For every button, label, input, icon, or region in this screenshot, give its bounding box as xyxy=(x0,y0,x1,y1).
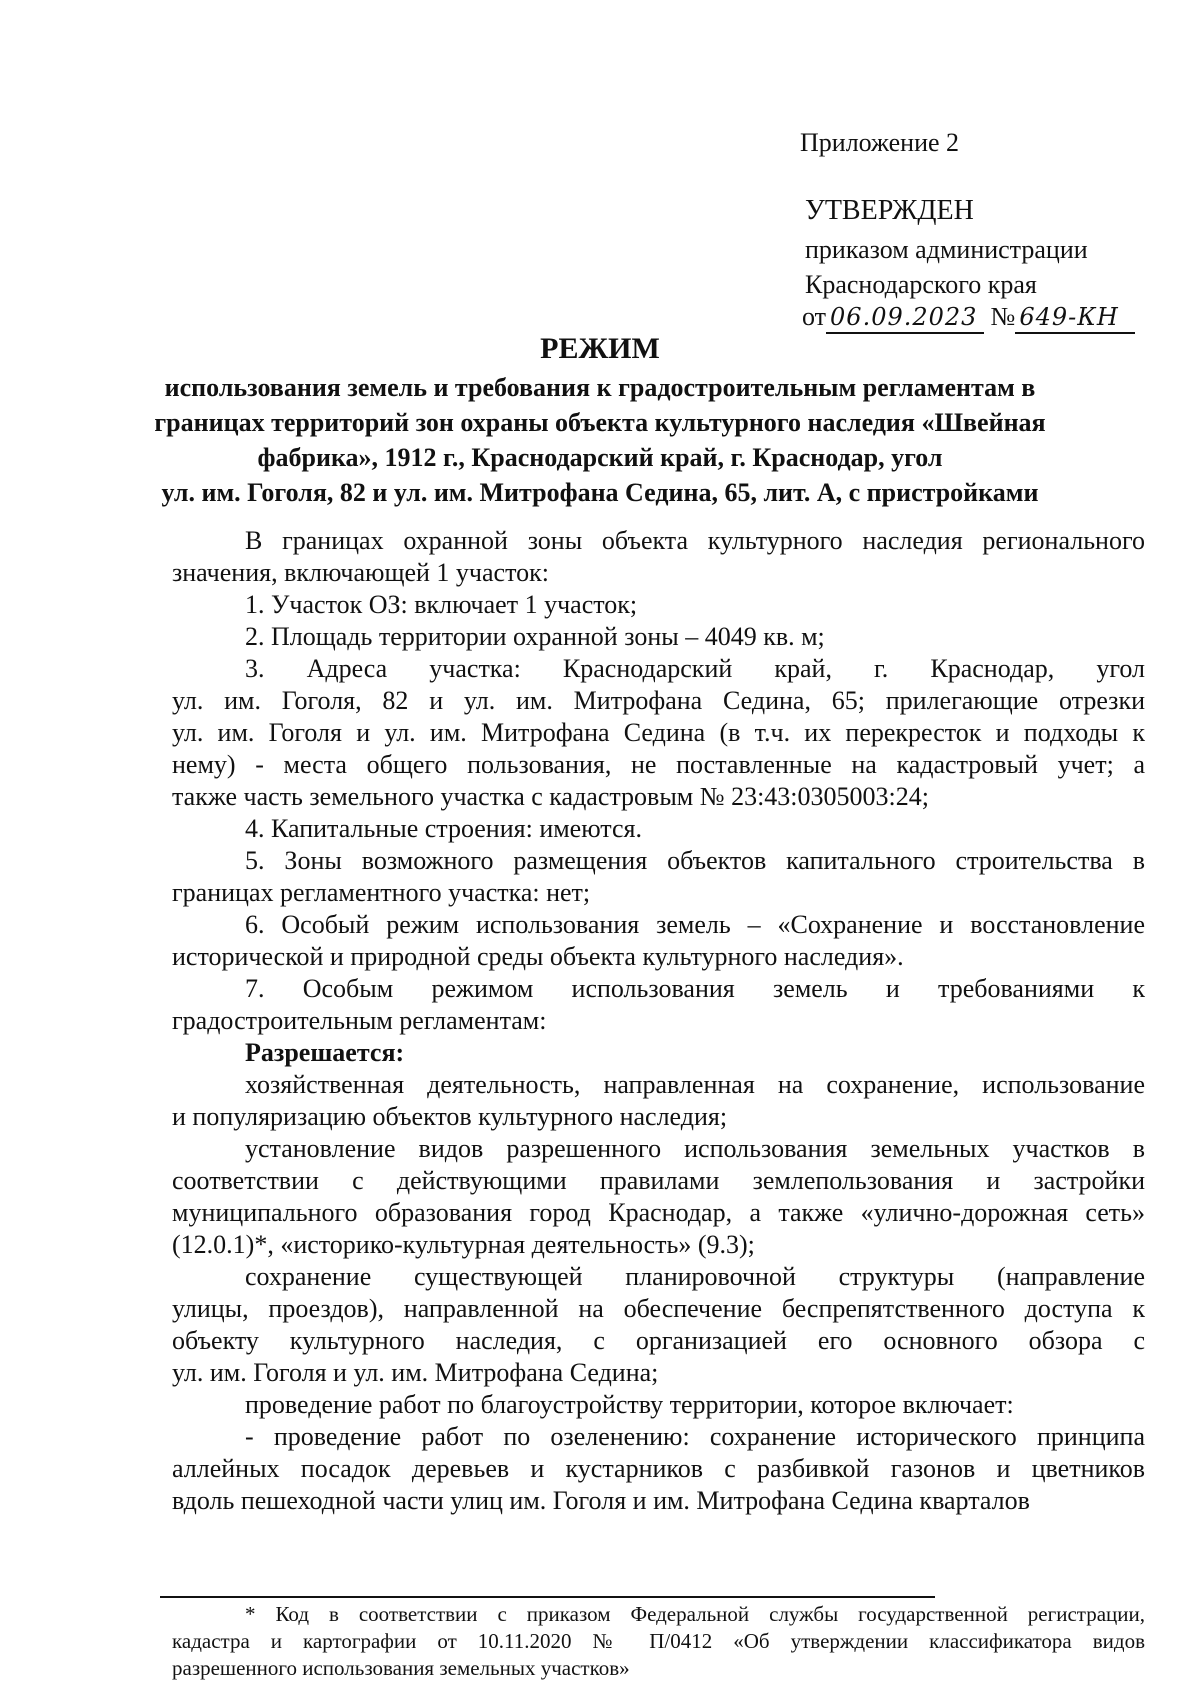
body-line: сохранение существующей планировочной структуры (направление xyxy=(245,1262,1145,1291)
body-line: нему) - места общего пользования, не поставленные на кадастровый учет; а xyxy=(172,750,1145,779)
body-line: ул. им. Гоголя, 82 и ул. им. Митрофана Седина, 65; прилегающие отрезки xyxy=(172,686,1145,715)
order-date-handwritten: 06.09.2023 xyxy=(826,302,984,334)
document-title: РЕЖИМ xyxy=(540,332,660,365)
body-line: ул. им. Гоголя и ул. им. Митрофана Седина (в т.ч. их перекресток и подходы к xyxy=(172,718,1145,747)
body-line: муниципального образования город Краснодар, а также «улично-дорожная сеть» xyxy=(172,1198,1145,1227)
body-line: исторической и природной среды объекта культурного наследия». xyxy=(172,942,904,971)
body-line: 6. Особый режим использования земель – «Сохранение и восстановление xyxy=(245,910,1145,939)
number-prefix: № xyxy=(990,302,1016,331)
order-number-handwritten: 649-КН xyxy=(1015,302,1135,334)
body-line: хозяйственная деятельность, направленная на сохранение, использование xyxy=(245,1070,1145,1099)
order-date-line xyxy=(802,300,1135,334)
footnote-line: * Код в соответствии с приказом Федеральной службы государственной регистрации, xyxy=(245,1602,1145,1626)
body-line: аллейных посадок деревьев и кустарников с разбивкой газонов и цветников xyxy=(172,1454,1145,1483)
body-line: ул. им. Гоголя и ул. им. Митрофана Седина; xyxy=(172,1358,659,1387)
body-line: 4. Капитальные строения: имеются. xyxy=(245,814,642,843)
footnote-line: разрешенного использования земельных участков» xyxy=(172,1656,630,1680)
permitted-heading: Разрешается: xyxy=(245,1038,405,1067)
body-line: установление видов разрешенного использования земельных участков в xyxy=(245,1134,1145,1163)
body-line: значения, включающей 1 участок: xyxy=(172,558,549,587)
approved-label: УТВЕРЖДЕН xyxy=(805,195,974,226)
body-line: 1. Участок ОЗ: включает 1 участок; xyxy=(245,590,638,619)
body-line: вдоль пешеходной части улиц им. Гоголя и им. Митрофана Седина кварталов xyxy=(172,1486,1030,1515)
subtitle-line-3: фабрика», 1912 г., Краснодарский край, г. Краснодар, угол xyxy=(257,443,943,472)
body-line: 7. Особым режимом использования земель и требованиями к xyxy=(245,974,1145,1003)
date-prefix: от xyxy=(802,302,827,331)
body-line: и популяризацию объектов культурного наследия; xyxy=(172,1102,728,1131)
body-line: 5. Зоны возможного размещения объектов капитального строительства в xyxy=(245,846,1145,875)
region-label: Краснодарского края xyxy=(805,270,1037,299)
appendix-label: Приложение 2 xyxy=(800,128,960,157)
subtitle-line-1: использования земель и требования к градостроительным регламентам в xyxy=(164,373,1036,402)
footnote-divider xyxy=(160,1596,935,1598)
body-line: также часть земельного участка с кадастровым № 23:43:0305003:24; xyxy=(172,782,929,811)
body-line: объекту культурного наследия, с организацией его основного обзора с xyxy=(172,1326,1145,1355)
order-label: приказом администрации xyxy=(805,235,1088,264)
body-line: - проведение работ по озеленению: сохранение исторического принципа xyxy=(245,1422,1145,1451)
body-line: 3. Адреса участка: Краснодарский край, г. Краснодар, угол xyxy=(245,654,1145,683)
footnote-line: кадастра и картографии от 10.11.2020 № П/0412 «Об утверждении классификатора видов xyxy=(172,1629,1145,1653)
body-line: границах регламентного участка: нет; xyxy=(172,878,591,907)
subtitle-line-2: границах территорий зон охраны объекта культурного наследия «Швейная xyxy=(154,408,1046,437)
body-line: улицы, проездов), направленной на обеспечение беспрепятственного доступа к xyxy=(172,1294,1145,1323)
body-line: соответствии с действующими правилами землепользования и застройки xyxy=(172,1166,1145,1195)
body-line: (12.0.1)*, «историко-культурная деятельность» (9.3); xyxy=(172,1230,755,1259)
body-line: градостроительным регламентам: xyxy=(172,1006,547,1035)
body-line: 2. Площадь территории охранной зоны – 4049 кв. м; xyxy=(245,622,825,651)
subtitle-line-4: ул. им. Гоголя, 82 и ул. им. Митрофана Седина, 65, лит. А, с пристройками xyxy=(161,478,1039,507)
body-line: В границах охранной зоны объекта культурного наследия регионального xyxy=(245,526,1145,555)
body-line: проведение работ по благоустройству территории, которое включает: xyxy=(245,1390,1014,1419)
